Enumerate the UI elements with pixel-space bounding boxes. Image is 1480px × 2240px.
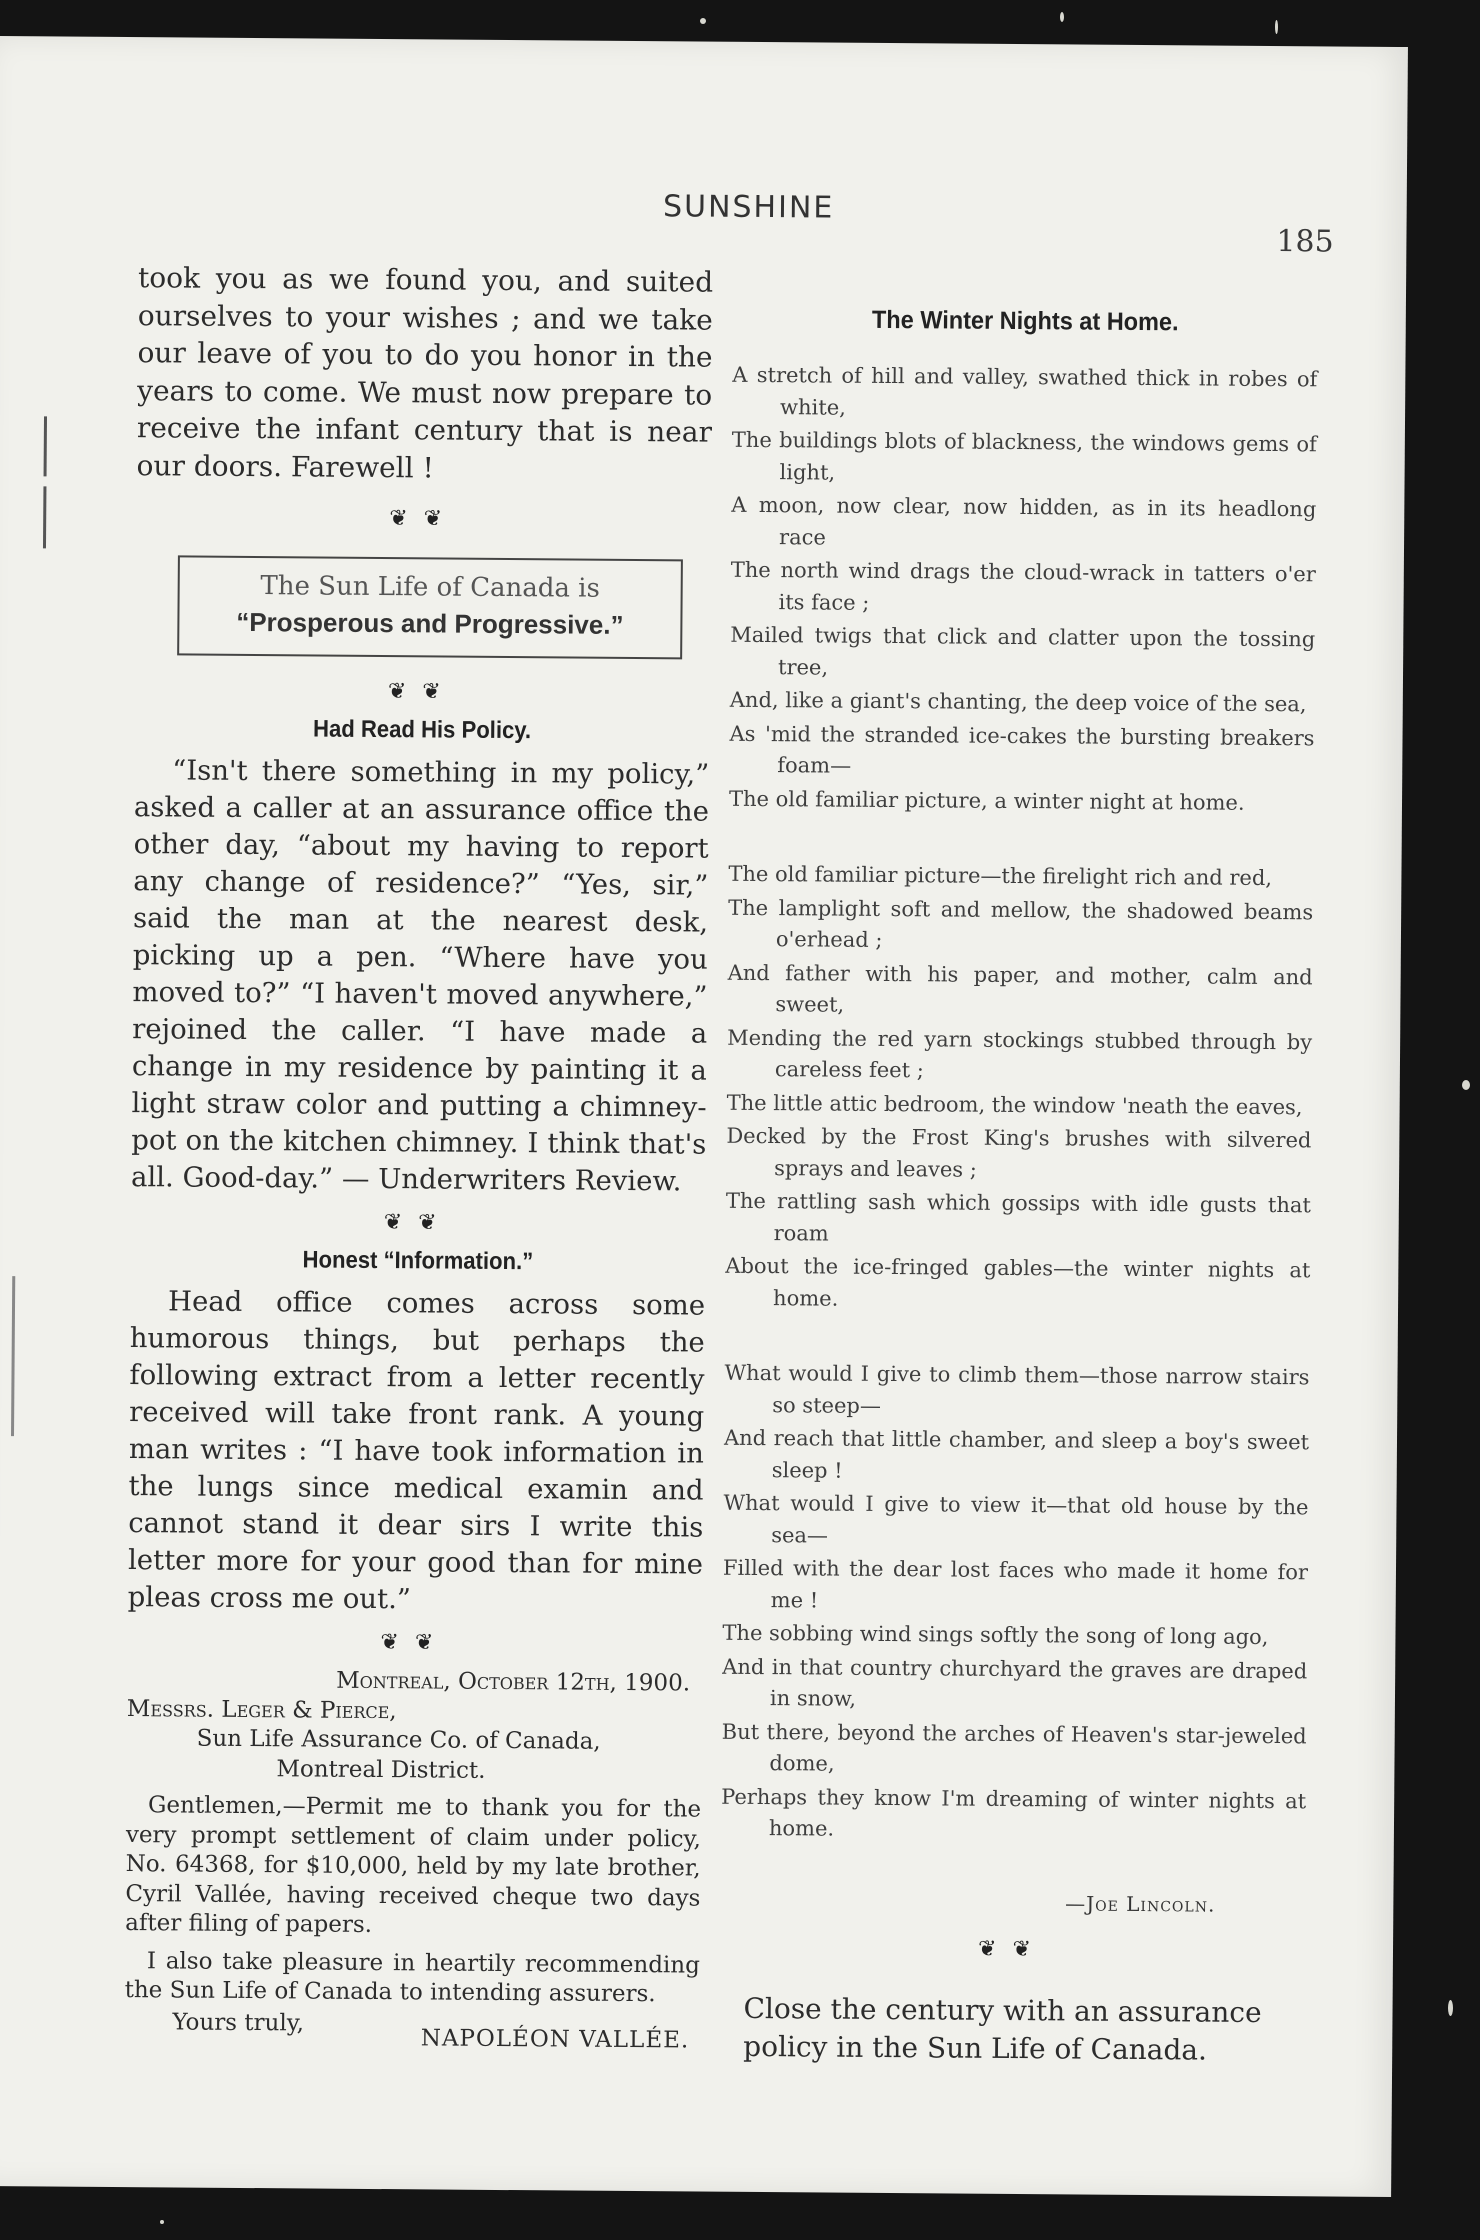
film-speck: [160, 2220, 164, 2224]
letter-addressee: Messrs. Leger & Pierce,: [126, 1695, 397, 1724]
poem-line: And reach that little chamber, and sleep a boy's sweet sleep !: [723, 1425, 1310, 1483]
poem-line: About the ice-fringed gables—the winter nights at home.: [725, 1253, 1311, 1311]
letter-company: Sun Life Assurance Co. of Canada,: [196, 1725, 601, 1755]
ornament-divider: ❦❦: [977, 1936, 1048, 1962]
letter-paragraph: Gentlemen,—Permit me to thank you for the very prompt settlement of claim under policy, No. 64368, for $10,000, held by my late brother, Cyril Vallée, having received cheque two days after filing of papers.: [125, 1792, 702, 1938]
poem-line: Mending the red yarn stockings stubbed through by careless feet ;: [727, 1025, 1313, 1083]
film-speck: [1275, 20, 1278, 34]
poem-body: [721, 360, 1318, 1849]
poem-line: But there, beyond the arches of Heaven's star-jeweled dome,: [721, 1719, 1307, 1776]
poem-line: The old familiar picture, a winter night at home.: [728, 786, 1245, 815]
poem-stanza: [729, 360, 1318, 820]
article-body: “Isn't there something in my policy,” asked a caller at an assurance office the other day, “about my having to report any change of residence?” “Yes, sir,” said the man at the nearest desk, picking up a pen. “Where have you moved to?” “I haven't moved anywhere,” rejoined the caller. “I have made a change in my residence by painting it a light straw color and putting a chimney-pot on the kitchen chimney. I think that's all. Good-day.” — Underwriters Review.: [130, 754, 710, 1198]
margin-mark: [11, 1276, 15, 1436]
poem-line: Mailed twigs that click and clatter upon the tossing tree,: [730, 622, 1316, 680]
film-speck: [700, 18, 706, 24]
poem-stanza: [721, 1358, 1310, 1849]
intro-paragraph: took you as we found you, and suited ourselves to your wishes ; and we take our leave of you to do you honor in the years to come. We must now prepare to receive the infant century that is near our doors. Farewell !: [136, 261, 714, 484]
letter-signoff: [124, 2008, 699, 2056]
ornament-divider: ❦❦: [387, 679, 457, 705]
poem-line: And father with his paper, and mother, calm and sweet,: [727, 960, 1313, 1017]
closing-advert: Close the century with an assurance policy in the Sun Life of Canada.: [743, 1991, 1262, 2067]
article-body: Head office comes across some humorous things, but perhaps the following extract from a letter recently received will take front rank. A young man writes : “I have took information in the lungs since medical examin and cannot stand it dear sirs I write this letter more for your good than for mine pleas cross me out.”: [127, 1285, 706, 1616]
poem-line: The north wind drags the cloud-wrack in tatters o'er its face ;: [730, 557, 1316, 615]
poem-line: The old familiar picture—the firelight rich and red,: [728, 861, 1273, 891]
letter-dateline: Montreal, October 12th, 1900.: [336, 1667, 691, 1697]
letter-paragraph: I also take pleasure in heartily recommending the Sun Life of Canada to intending assurers.: [124, 1947, 700, 2008]
ornament-divider: ❦❦: [380, 1630, 450, 1656]
poem-line: Filled with the dear lost faces who made it home for me !: [722, 1555, 1309, 1612]
poem-line: What would I give to view it—that old house by the sea—: [723, 1490, 1309, 1548]
letter-district: Montreal District.: [276, 1755, 486, 1784]
box-line-1: The Sun Life of Canada is: [260, 571, 600, 604]
poem-title: The Winter Nights at Home.: [871, 305, 1179, 337]
margin-mark: [43, 486, 46, 548]
poem-attribution: —Joe Lincoln.: [1065, 1890, 1216, 1917]
testimonial-letter: [124, 1665, 702, 2056]
poem-line: A stretch of hill and valley, swathed thick in robes of white,: [732, 362, 1318, 420]
poem-line: A moon, now clear, now hidden, as in its headlong race: [731, 492, 1317, 550]
letter-signature: NAPOLÉON VALLÉE.: [420, 2024, 690, 2053]
poem-line: The lamplight soft and mellow, the shadowed beams o'erhead ;: [728, 895, 1314, 952]
poem-line: The little attic bedroom, the window 'neath the eaves,: [726, 1090, 1303, 1119]
scanned-page: [0, 36, 1408, 2197]
ornament-divider: ❦❦: [389, 506, 459, 532]
page-number: 185: [1276, 224, 1334, 260]
poem-line: The rattling sash which gossips with idle gusts that roam: [725, 1188, 1311, 1246]
film-speck: [1448, 2000, 1453, 2016]
ornament-divider: ❦❦: [383, 1210, 453, 1236]
article-heading: Had Read His Policy.: [312, 715, 532, 745]
poem-line: Perhaps they know I'm dreaming of winter nights at home.: [721, 1784, 1307, 1841]
poem-line: Decked by the Frost King's brushes with silvered sprays and leaves ;: [726, 1123, 1312, 1182]
film-speck: [1060, 12, 1064, 22]
poem-line: The buildings blots of blackness, the windows gems of light,: [731, 427, 1317, 485]
poem-line: And, like a giant's chanting, the deep voice of the sea,: [729, 687, 1307, 717]
poem-stanza: [725, 859, 1314, 1319]
letter-closing: Yours truly,: [172, 2008, 305, 2036]
poem-line: The sobbing wind sings softly the song of long ago,: [722, 1620, 1269, 1650]
box-line-2: “Prosperous and Progressive.”: [236, 606, 624, 640]
poem-line: And in that country churchyard the graves are draped in snow,: [722, 1654, 1308, 1711]
sun-life-box: [177, 555, 683, 659]
poem-line: As 'mid the stranded ice-cakes the bursting breakers foam—: [729, 721, 1315, 778]
film-speck: [1462, 1080, 1470, 1090]
article-heading: Honest “Information.”: [302, 1246, 534, 1276]
poem-line: What would I give to climb them—those narrow stairs so steep—: [724, 1360, 1310, 1418]
right-column: [719, 297, 1318, 2070]
left-column: [124, 259, 713, 2055]
margin-mark: [44, 416, 47, 476]
running-head: SUNSHINE: [662, 189, 835, 226]
